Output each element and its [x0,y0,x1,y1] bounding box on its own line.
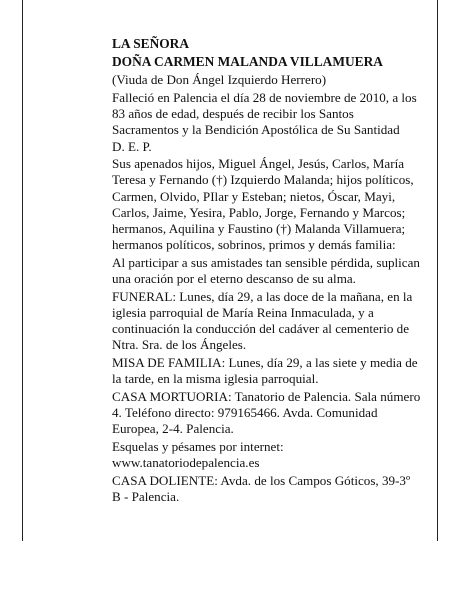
obituary-notice [112,36,422,507]
death-paragraph [112,90,422,155]
condolences-label: Esquelas y pésames por internet: [112,439,284,455]
family-mass-info: MISA DE FAMILIA: Lunes, día 29, a las siete y media de la tarde, en la misma iglesia parroquial. [112,355,418,387]
rip-text: D. E. P. [112,138,152,154]
notice-title: LA SEÑORA [112,36,190,51]
family-paragraph: Sus apenados hijos, Miguel Ángel, Jesús, Carlos, María Teresa y Fernando (†) Izquierdo Malanda; hijos políticos, Carmen, Olvido, PIlar y Esteban; nietos, Óscar, Mayi, Carlos, Jaime, Yesira, Pablo, Jorge, Fernando y Marcos; hermanos, Aquilina y Faustino (†) Malanda Villamuera; hermanos políticos, sobrinos, primos y demás familia: [112,156,414,253]
death-text: Falleció en Palencia el día 28 de noviembre de 2010, a los 83 años de edad, después de recibir los Santos Sacramentos y la Bendición Apostólica de Su Santidad [112,89,417,138]
online-condolences [112,439,422,471]
mourning-house-info: CASA DOLIENTE: Avda. de los Campos Góticos, 39-3º B - Palencia. [112,473,411,505]
widow-note: (Viuda de Don Ángel Izquierdo Herrero) [112,72,327,88]
website-link[interactable]: www.tanatoriodepalencia.es [112,455,260,471]
funeral-home-info: CASA MORTUORIA: Tanatorio de Palencia. Sala número 4. Teléfono directo: 979165466. Avda. Comunidad Europea, 2-4. Palencia. [112,389,421,437]
deceased-name: DOÑA CARMEN MALANDA VILLAMUERA [112,54,383,70]
funeral-info: FUNERAL: Lunes, día 29, a las doce de la mañana, en la iglesia parroquial de María Reina Inmaculada, y a continuación la conducción del cadáver al cementerio de Ntra. Sra. de los Ángeles. [112,288,413,353]
prayer-request: Al participar a sus amistades tan sensible pérdida, suplican una oración por el eterno descanso de su alma. [112,254,420,287]
